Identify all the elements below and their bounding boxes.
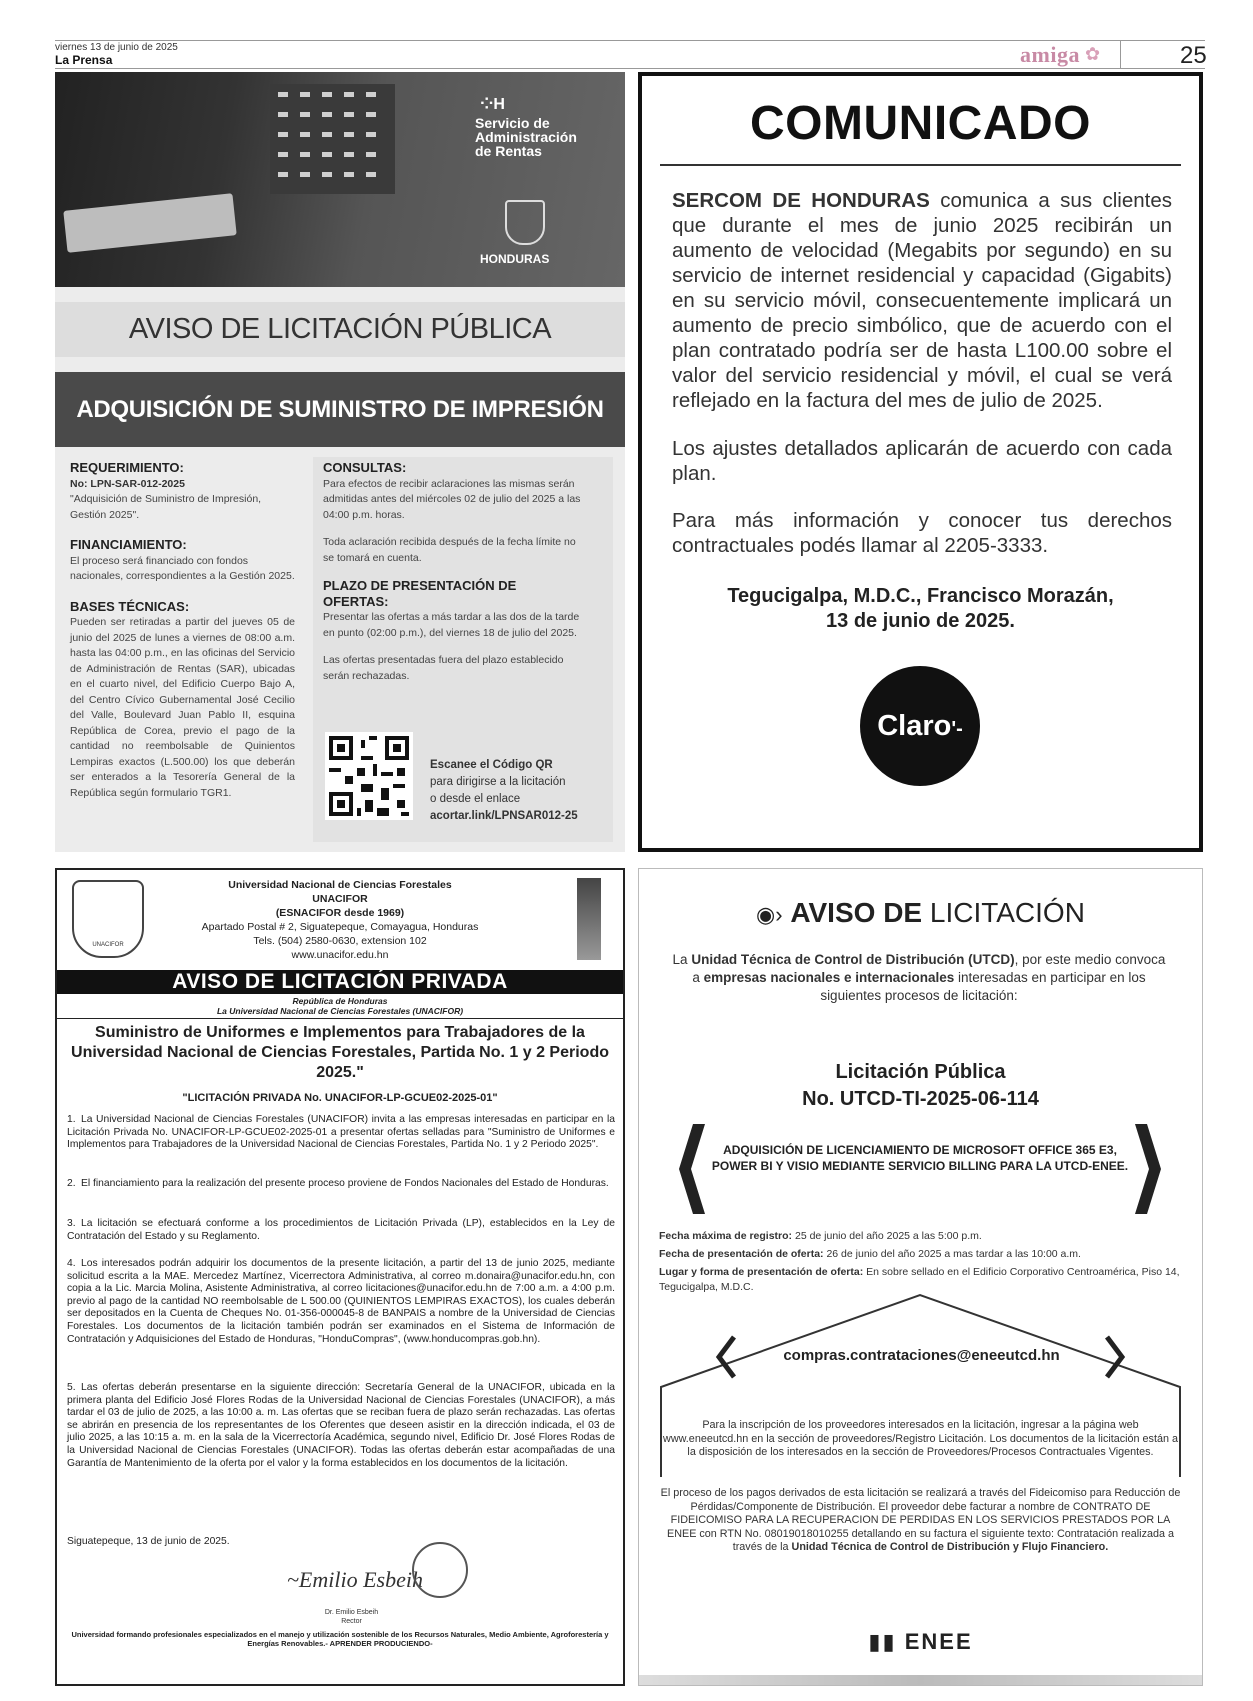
una-head-4: Apartado Postal # 2, Siguatepeque, Comayagua, Honduras bbox=[201, 921, 479, 933]
plazo-text: Presentar las ofertas a más tardar a las dos de la tarde en punto (02:00 p.m.), del viernes 18 de julio del 2025. bbox=[323, 611, 580, 639]
place-label: Lugar y forma de presentación de oferta: bbox=[659, 1266, 864, 1278]
company-name: SERCOM DE HONDURAS bbox=[672, 189, 930, 212]
sar-right-column bbox=[323, 452, 583, 684]
utcd-heading-light: LICITACIÓN bbox=[922, 897, 1085, 928]
pres-date bbox=[659, 1247, 1184, 1262]
comunicado-p3: Para más información y conocer tus derechos contractuales podés llamar al 2205-3333. bbox=[672, 509, 1172, 557]
header-separator bbox=[1120, 40, 1121, 68]
newspaper-name: La Prensa bbox=[55, 53, 113, 67]
sar-logo-icon: ⁘H bbox=[480, 96, 505, 113]
una-head-1: Universidad Nacional de Ciencias Forestales bbox=[228, 879, 452, 891]
una-head-2: UNACIFOR bbox=[312, 893, 368, 905]
unacifor-footer: Universidad formando profesionales especializados en el manejo y utilización sostenible de los Recursos Naturales, Medio Ambiente, Agroforestería y Energías Renovables.- APRENDER PRODUCIENDO- bbox=[71, 1630, 609, 1648]
unacifor-title: Suministro de Uniformes e Implementos para Trabajadores de la Universidad Nacional de Ciencias Forestales, Partida No. 1 y 2 Periodo 2025." bbox=[71, 1024, 609, 1081]
sar-brand bbox=[475, 116, 615, 158]
section-name: amiga bbox=[1020, 42, 1080, 67]
sar-left-column bbox=[70, 452, 295, 801]
unacifor-code: "LICITACIÓN PRIVADA No. UNACIFOR-LP-GCUE02-2025-01" bbox=[182, 1092, 498, 1104]
una-sub-1: República de Honduras bbox=[292, 996, 388, 1006]
comunicado-p2: Los ajustes detallados aplicarán de acuerdo con cada plan. bbox=[672, 437, 1172, 485]
una-p1: La Universidad Nacional de Ciencias Forestales (UNACIFOR) invita a las empresas interesadas en participar en la Licitación Privada No. UNACIFOR-LP-GCUE02-2025-01 a presentar ofertas selladas para "Suministro de Uniformes e Implementos para Trabajadores de la Universidad Nacional de Ciencias Forestales, Partida No. 1 y 2 Periodo 2025". bbox=[67, 1114, 615, 1151]
qr-line2: para dirigirse a la licitación bbox=[430, 776, 566, 788]
reg-value: 25 de junio del año 2025 a las 5:00 p.m. bbox=[792, 1230, 982, 1242]
bases-heading: BASES TÉCNICAS: bbox=[70, 598, 190, 614]
reg-label: Fecha máxima de registro: bbox=[659, 1230, 793, 1242]
una-item-1: 1. La Universidad Nacional de Ciencias Forestales (UNACIFOR) invita a las empresas interesadas en participar en la Licitación Privada No. UNACIFOR-LP-GCUE02-2025-01 a presentar ofertas selladas para "Suministro de Uniformes e Implementos para Trabajadores de la Universidad Nacional de Ciencias Forestales, Partida No. 1 y 2 Periodo 2025". bbox=[67, 1114, 615, 1151]
claro-logo-text: Claro bbox=[877, 710, 952, 742]
cons-text-2: Toda aclaración recibida después de la fecha límite no se tomará en cuenta. bbox=[323, 536, 576, 564]
sar-country: HONDURAS bbox=[480, 252, 550, 266]
intro-a: La bbox=[672, 952, 692, 967]
claro-logo bbox=[860, 666, 980, 786]
note2b: Unidad Técnica de Control de Distribución y Flujo Financiero. bbox=[791, 1541, 1109, 1553]
header-rule-top bbox=[55, 40, 1205, 41]
req-text: "Adquisición de Suministro de Impresión, Gestión 2025". bbox=[70, 493, 262, 521]
intro-e: interesadas en participar en los siguientes procesos de licitación: bbox=[820, 970, 1146, 1003]
una-p4: Los interesados podrán adquirir los documentos de la presente licitación, a partir del 13 de junio 2025, mediante solicitud escrita a la MAE. Mercedez Martínez, Vicerrectora Administrativa, al correo m.donaira@unacifor.edu.hn, con copia a la Lic. Marcia Molina, Asistente Administrativa, al correo licitaciones@unacifor.edu.hn de 7:00 a.m. a 4:00 p.m. previo al pago de la cantidad NO reembolsable de L 500.00 (QUINIENTOS LEMPIRAS EXACTOS), los cuales deberán ser depositados en la Cuenta de Cheques No. 01-356-000045-8 de BANPAIS a nombre de la Universidad de Ciencias Forestales. Los documentos de la licitación también podrán ser examinados en el Sistema de Información de Contratación y Adquisiciones del Estado de Honduras, "HonduCompras", (www.honducompras.gob.hn). bbox=[67, 1258, 615, 1345]
university-seal-icon bbox=[412, 1542, 468, 1598]
utcd-note-1: Para la inscripción de los proveedores interesados en la licitación, ingresar a la página web www.eneeutcd.hn en la sección de proveedores/Registro Licitación. Los documentos de la licitación están a la disposición de los interesados en la sección de Proveedores/Procesos Contractuales Vigentes. bbox=[663, 1419, 1178, 1458]
claro-rays-icon: '- bbox=[951, 718, 963, 740]
una-p3: La licitación se efectuará conforme a los procedimientos de Licitación Privada (LP), establecidos en la Ley de Contratación del Estado y su Reglamento. bbox=[67, 1218, 615, 1242]
unacifor-header bbox=[57, 878, 623, 962]
sar-ad bbox=[55, 72, 625, 852]
intro-d: empresas nacionales e internacionales bbox=[703, 970, 955, 985]
bases-text: Pueden ser retiradas a partir del jueves 05 de junio del 2025 de lunes a viernes de 08:00 a.m. hasta las 04:00 p.m., en las oficinas del Servicio de Administración de Rentas (SAR), ubicadas en el cuarto nivel, del Edificio Cuerpo Bajo A, del Centro Cívico Gubernamental José Cecilio del Valle, Boulevard Juan Pablo II, esquina República de Corea, previo el pago de la cantidad no reembolsable de Quinientos Lempiras exactos (L.500.00) los que deberán ser enterados a la Tesorería General de la República según formulario TGR1. bbox=[70, 616, 295, 799]
document-in-hand bbox=[63, 193, 236, 253]
una-item-2: 2. El financiamiento para la realización del presente proceso proviene de Fondos Nacionales del Estado de Honduras. bbox=[67, 1178, 609, 1189]
lic-line1: Licitación Pública bbox=[835, 1061, 1006, 1083]
fin-heading: FINANCIAMIENTO: bbox=[70, 537, 187, 552]
dateline: viernes 13 de junio de 2025 bbox=[55, 42, 178, 53]
una-head-3: (ESNACIFOR desde 1969) bbox=[275, 907, 405, 919]
qr-line3: o desde el enlace bbox=[430, 793, 521, 805]
pres-label: Fecha de presentación de oferta: bbox=[659, 1248, 824, 1260]
honduras-coat-of-arms-icon bbox=[505, 200, 545, 245]
una-sub-2: La Universidad Nacional de Ciencias Forestales (UNACIFOR) bbox=[216, 1006, 464, 1016]
comunicado-p1 bbox=[672, 188, 1172, 413]
unacifor-band: AVISO DE LICITACIÓN PRIVADA bbox=[57, 970, 623, 994]
utcd-subject: ADQUISICIÓN DE LICENCIAMIENTO DE MICROSOFT OFFICE 365 E3, POWER BI Y VISIO MEDIANTE SERVICIO BILLING PARA LA UTCD-ENEE. bbox=[711, 1143, 1129, 1173]
una-p5: Las ofertas deberán presentarse en la siguiente dirección: Secretaría General de la UNACIFOR, ubicada en la primera planta del Edificio José Flores Rodas de la Universidad Nacional de Ciencias Forestales (UNACIFOR), a más tardar el 03 de julio de 2025, a las 10:00 a. m. Las ofertas que se reciban fuera de plazo serán rechazadas. Las ofertas se abrirán en presencia de los representantes de los Oferentes que deseen asistir en la dirección indicada, el 03 de julio 2025, a las 10:15 a. m. en la sala de la Vicerrectoría Académica, segundo nivel, Edificio Dr. José Flores Rodas de la Universidad Nacional de Ciencias Forestales (UNACIFOR). Todas las ofertas deberán estar acompañadas de una Garantía de Mantenimiento de la oferta por el valor y la forma establecidos en los documentos de la licitación. bbox=[67, 1382, 615, 1469]
signer-name: Dr. Emilio Esbeih bbox=[324, 1609, 379, 1616]
sar-brand-line3: de Rentas bbox=[475, 143, 542, 159]
intro-c: , por este medio convoca a bbox=[692, 952, 1166, 985]
qr-code-icon[interactable] bbox=[325, 732, 413, 820]
req-heading: REQUERIMIENTO: bbox=[70, 460, 184, 475]
qr-link[interactable]: acortar.link/LPNSAR012-25 bbox=[430, 810, 578, 822]
enee-logo-text: ENEE bbox=[904, 1629, 973, 1654]
utcd-heading-bold: AVISO DE bbox=[790, 897, 923, 928]
shield-label: UNACIFOR bbox=[92, 942, 124, 948]
comunicado-title: COMUNICADO bbox=[750, 97, 1091, 150]
una-head-6[interactable]: www.unacifor.edu.hn bbox=[291, 949, 389, 961]
utcd-licitacion bbox=[639, 1059, 1202, 1113]
signature: ~Emilio Esbeih bbox=[287, 1567, 423, 1592]
una-head-5: Tels. (504) 2580-0630, extension 102 bbox=[253, 935, 427, 947]
header-rule-bottom bbox=[55, 68, 1205, 69]
pres-value: 26 de junio del año 2025 a mas tardar a las 10:00 a.m. bbox=[823, 1248, 1081, 1260]
screen-grid bbox=[270, 84, 395, 194]
signer-role: Rector bbox=[341, 1618, 362, 1625]
comunicado-rule bbox=[660, 164, 1181, 166]
enee-logo bbox=[639, 1629, 1202, 1655]
enee-icon: ▮▮ bbox=[868, 1629, 905, 1654]
comunicado-p1-text: comunica a sus clientes que durante el mes de junio 2025 recibirán un aumento de velocidad (Megabits por segundo) en su servicio de internet residencial y capacidad (Gigabits) en su servicio móvil, consecuentemente implicará un aumento de precio simbólico, que de acuerdo con el plan contratado podría ser de hasta L100.00 sobre el valor del servicio residencial y móvil, el cual se verá reflejado en la factura del mes de julio de 2025. bbox=[672, 189, 1173, 412]
place-line1: Tegucigalpa, M.D.C., Francisco Morazán, bbox=[727, 585, 1114, 607]
cons-text: Para efectos de recibir aclaraciones las mismas serán admitidas antes del miércoles 02 de julio del 2025 a las 04:00 p.m. horas. bbox=[323, 477, 581, 521]
comunicado-place-date bbox=[642, 584, 1199, 634]
comunicado-ad bbox=[638, 72, 1203, 852]
reg-date bbox=[659, 1229, 1184, 1244]
flower-icon: ✿ bbox=[1085, 44, 1101, 64]
req-code: No: LPN-SAR-012-2025 bbox=[70, 477, 185, 490]
utcd-intro bbox=[669, 951, 1169, 1005]
fin-text: El proceso será financiado con fondos nacionales, correspondientes a la Gestión 2025. bbox=[70, 554, 295, 582]
utcd-note-2 bbox=[659, 1487, 1182, 1555]
unacifor-ad bbox=[55, 868, 625, 1686]
una-p2: El financiamiento para la realización del presente proceso proviene de Fondos Nacionales del Estado de Honduras. bbox=[81, 1178, 609, 1189]
intro-b: Unidad Técnica de Control de Distribución (UTCD) bbox=[691, 952, 1015, 967]
utcd-email[interactable]: compras.contrataciones@eneeutcd.hn bbox=[783, 1347, 1060, 1364]
qr-instructions bbox=[430, 757, 578, 825]
target-icon: ◉› bbox=[756, 902, 783, 927]
unacifor-sub bbox=[57, 996, 623, 1016]
una-place-date: Siguatepeque, 13 de junio de 2025. bbox=[67, 1536, 230, 1547]
note2a: El proceso de los pagos derivados de esta licitación se realizará a través del Fideicomiso para Reducción de Pérdidas/Componente de Distribución. El proveedor debe facturar a nombre de CONTRATO DE FIDEICOMISO PARA LA RECUPERACION DE PERDIDAS EN LOS SERVICIOS PRESTADOS POR LA ENEE con RTN No. 08019018010255 detallando en su factura el siguiente texto: Contratación realizada a través de la bbox=[660, 1487, 1181, 1553]
lic-line2: No. UTCD-TI-2025-06-114 bbox=[802, 1088, 1039, 1110]
utcd-ad bbox=[638, 868, 1203, 1686]
page-number: 25 bbox=[1180, 42, 1207, 69]
una-item-3: 3. La licitación se efectuará conforme a los procedimientos de Licitación Privada (LP), establecidos en la Ley de Contratación del Estado y su Reglamento. bbox=[67, 1218, 615, 1242]
una-item-4: 4. Los interesados podrán adquirir los documentos de la presente licitación, a partir del 13 de junio 2025, mediante solicitud escrita a la MAE. Mercedez Martínez, Vicerrectora Administrativa, al correo m.donaira@unacifor.edu.hn, con copia a la Lic. Marcia Molina, Asistente Administrativa, al correo licitaciones@unacifor.edu.hn de 7:00 a.m. a 4:00 p.m. previo al pago de la cantidad NO reembolsable de L 500.00 (QUINIENTOS LEMPIRAS EXACTOS), los cuales deberán ser depositados en la Cuenta de Cheques No. 01-356-000045-8 de BANPAIS a nombre de la Universidad de Ciencias Forestales. Los documentos de la licitación también podrán ser examinados en el Sistema de Información de Contratación y Adquisiciones del Estado de Honduras, "HonduCompras", (www.honducompras.gob.hn). bbox=[67, 1258, 615, 1345]
sar-band: ADQUISICIÓN DE SUMINISTRO DE IMPRESIÓN bbox=[55, 372, 625, 447]
sar-brand-line1: Servicio de bbox=[475, 115, 550, 131]
place-value: En sobre sellado en el Edificio Corporativo Centroamérica, Piso 14, Tegucigalpa, M.D.C. bbox=[659, 1266, 1180, 1293]
utcd-bottom-bar bbox=[639, 1675, 1202, 1685]
cons-heading: CONSULTAS: bbox=[323, 460, 407, 475]
utcd-heading bbox=[639, 897, 1202, 929]
qr-line1: Escanee el Código QR bbox=[430, 759, 553, 771]
una-item-5: 5. Las ofertas deberán presentarse en la siguiente dirección: Secretaría General de la UNACIFOR, ubicada en la primera planta del Edificio José Flores Rodas de la Universidad Nacional de Ciencias Forestales (UNACIFOR), a más tardar el 03 de julio de 2025, a las 10:00 a. m. Las ofertas que se reciban fuera de plazo serán rechazadas. Las ofertas se abrirán en presencia de los representantes de los Oferentes que deseen asistir en la dirección indicada, el 03 de julio 2025, a las 10:15 a. m. en la sala de la Vicerrectoría Académica, segundo nivel, Edificio Dr. José Flores Rodas de la Universidad Nacional de Ciencias Forestales (UNACIFOR). Todas las ofertas deberán estar acompañadas de una Garantía de Mantenimiento de la oferta por el valor y la forma establecidos en los documentos de la licitación. bbox=[67, 1382, 615, 1469]
sar-brand-line2: Administración bbox=[475, 129, 577, 145]
plazo-heading: PLAZO DE PRESENTACIÓN DE OFERTAS: bbox=[323, 578, 517, 609]
plazo-text-2: Las ofertas presentadas fuera del plazo establecido serán rechazadas. bbox=[323, 654, 564, 682]
place-line2: 13 de junio de 2025. bbox=[826, 610, 1015, 632]
sar-title: AVISO DE LICITACIÓN PÚBLICA bbox=[55, 302, 625, 357]
signer-block bbox=[289, 1608, 414, 1626]
unacifor-rule bbox=[57, 1018, 623, 1019]
